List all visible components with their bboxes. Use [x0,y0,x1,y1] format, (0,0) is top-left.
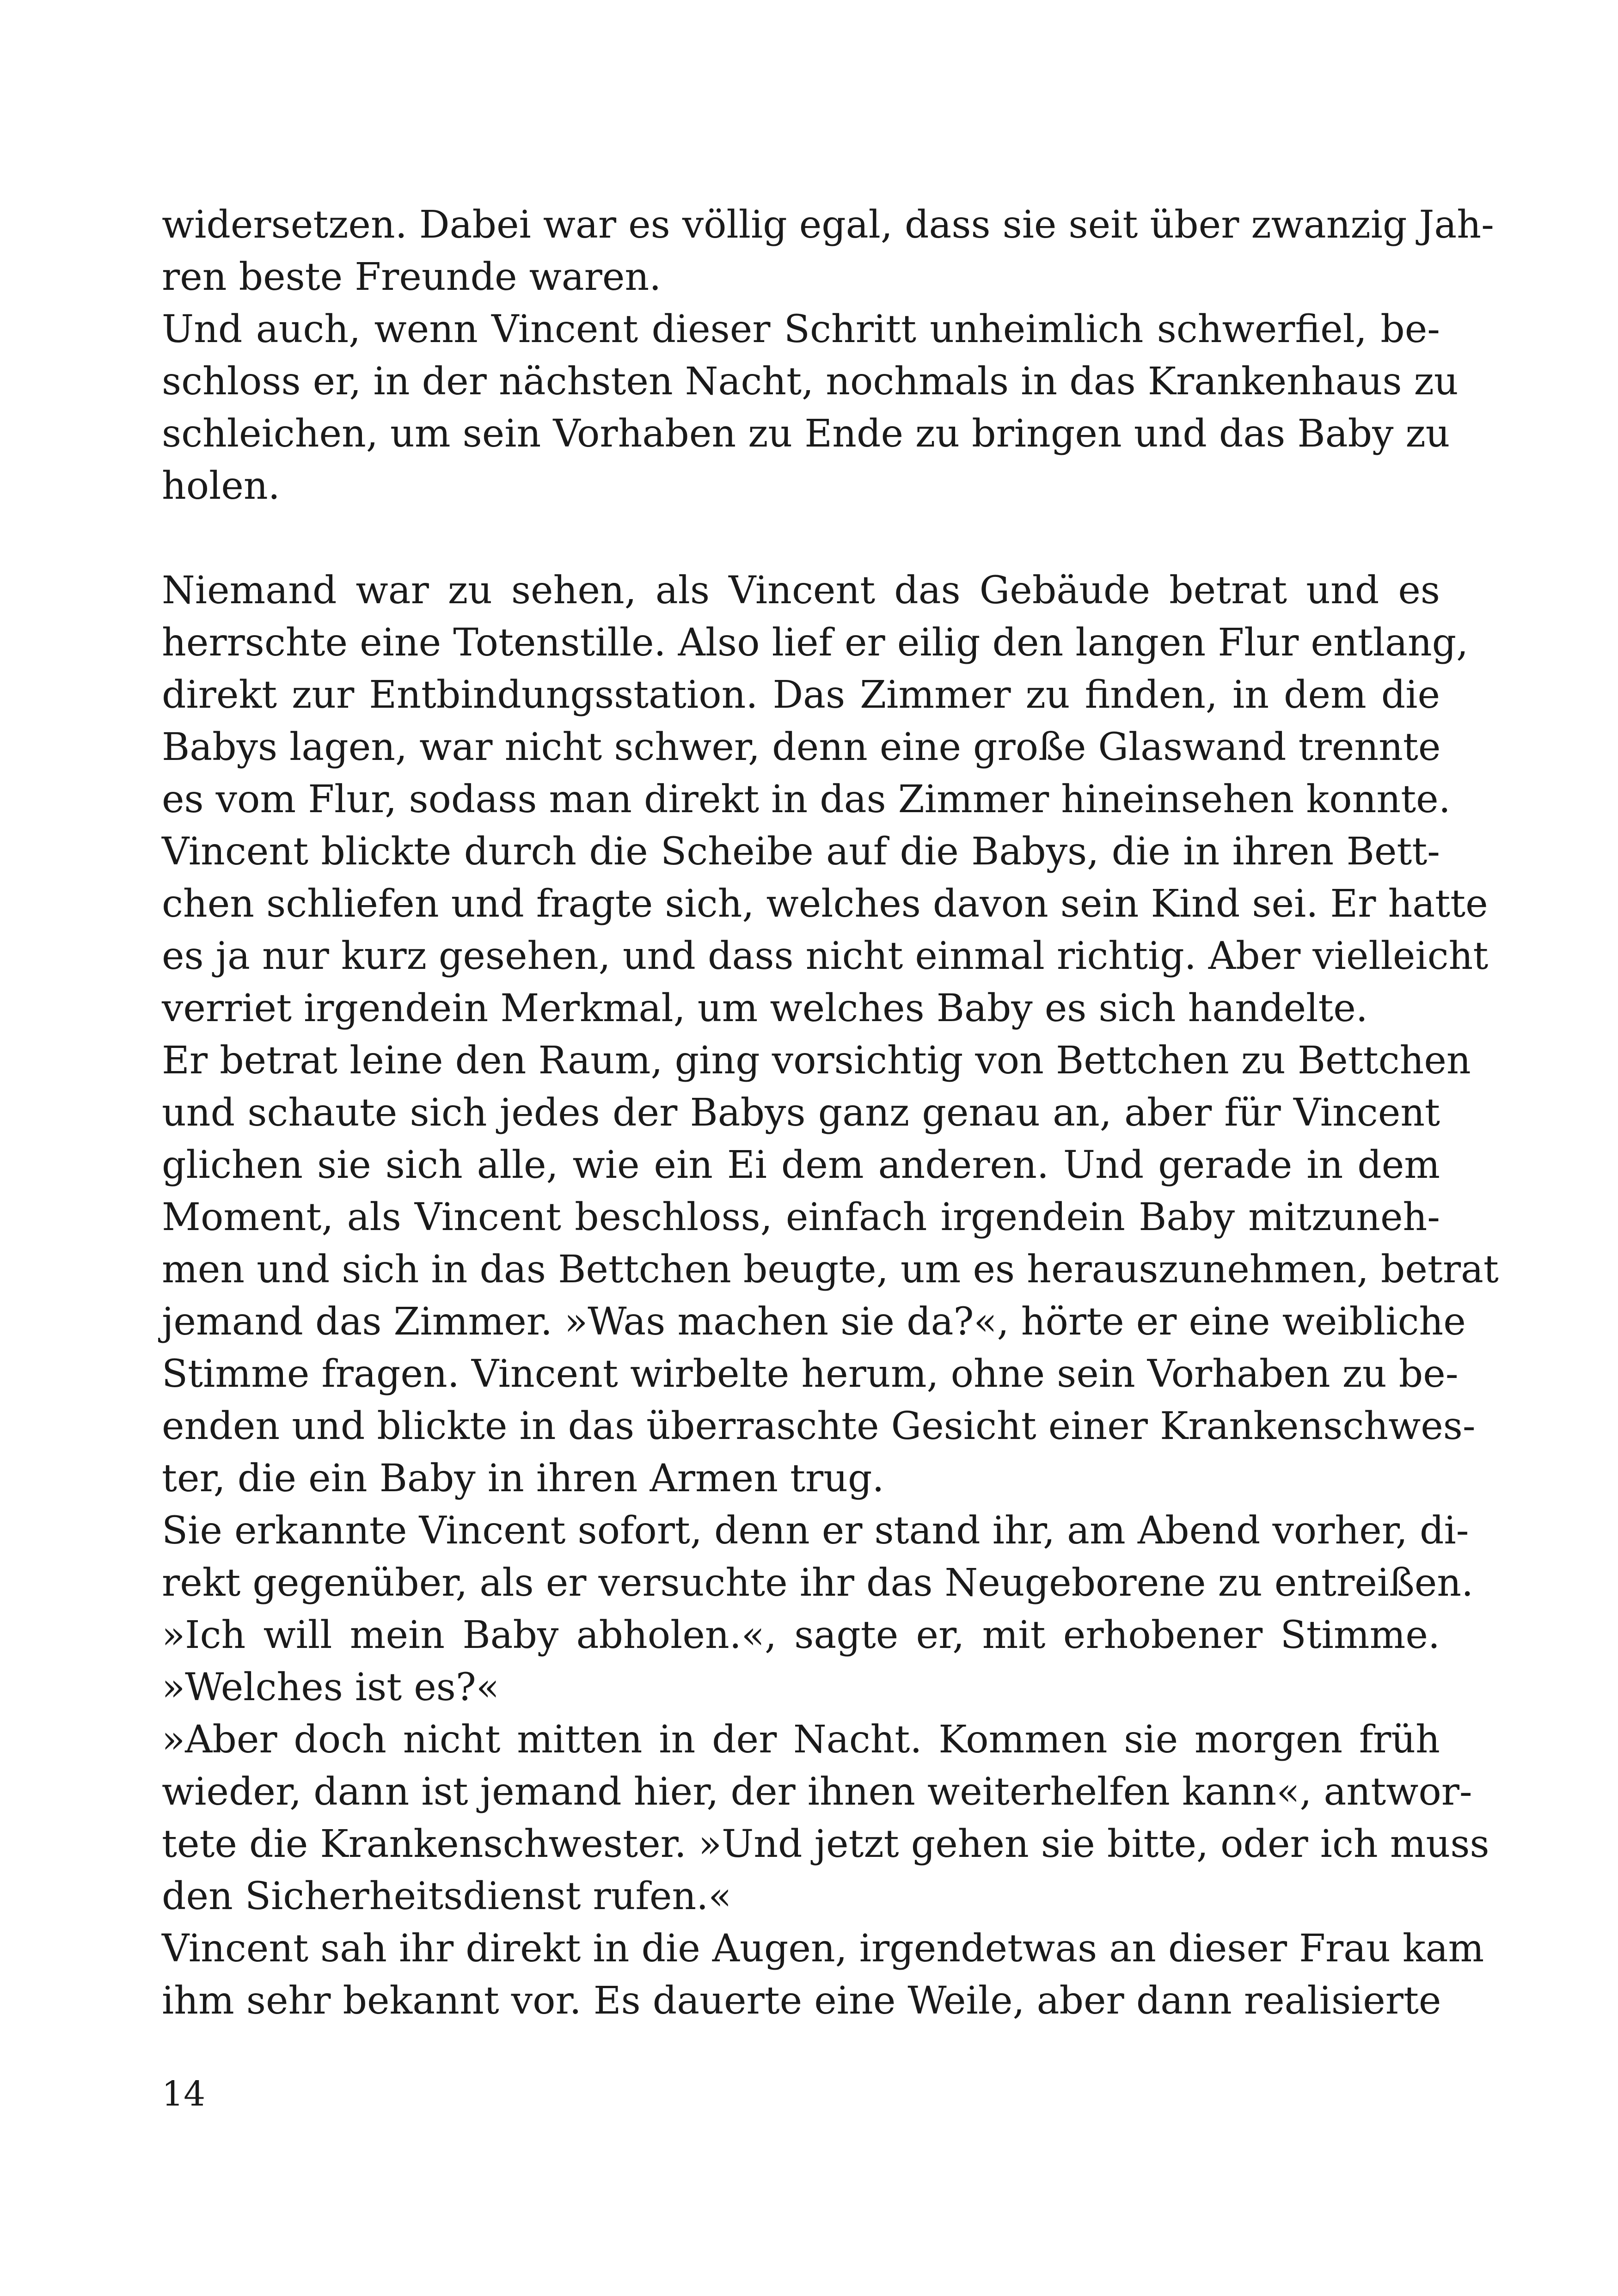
text-line: tete die Krankenschwester. »Und jetzt gehen sie bitte, oder ich muss [162,1822,1489,1866]
text-line: glichen sie sich alle, wie ein Ei dem anderen. Und gerade in dem [162,1143,1440,1187]
text-line: jemand das Zimmer. »Was machen sie da?«, hörte er eine weibliche [162,1300,1466,1344]
text-line: ihm sehr bekannt vor. Es dauerte eine Weile, aber dann realisierte [162,1979,1441,2023]
text-line: herrschte eine Totenstille. Also lief er eilig den langen Flur entlang, [162,621,1469,665]
text-line: ren beste Freunde waren. [162,255,662,299]
text-line: Und auch, wenn Vincent dieser Schritt unheimlich schwerfiel, be- [162,307,1440,351]
text-line: ter, die ein Baby in ihren Armen trug. [162,1457,884,1500]
text-line: Babys lagen, war nicht schwer, denn eine große Glaswand trennte [162,725,1441,769]
text-line: rekt gegenüber, als er versuchte ihr das Neugeborene zu entreißen. [162,1561,1474,1605]
text-line: Moment, als Vincent beschloss, einfach irgendein Baby mitzuneh- [162,1195,1440,1239]
text-line: verriet irgendein Merkmal, um welches Baby es sich handelte. [162,986,1368,1030]
body-text [162,199,1499,2027]
text-line: schleichen, um sein Vorhaben zu Ende zu bringen und das Baby zu [162,412,1450,456]
text-line: chen schliefen und fragte sich, welches davon sein Kind sei. Er hatte [162,882,1488,926]
text-line: es vom Flur, sodass man direkt in das Zimmer hineinsehen konnte. [162,778,1451,821]
text-line: Stimme fragen. Vincent wirbelte herum, ohne sein Vorhaben zu be- [162,1352,1459,1396]
text-line: holen. [162,464,280,508]
paragraph-gap [162,512,1440,564]
text-line: Niemand war zu sehen, als Vincent das Gebäude betrat und es [162,569,1440,612]
text-line: »Welches ist es?« [162,1665,499,1709]
text-line: es ja nur kurz gesehen, und dass nicht einmal richtig. Aber vielleicht [162,934,1489,978]
text-line: schloss er, in der nächsten Nacht, nochmals in das Krankenhaus zu [162,360,1459,404]
text-line: Vincent blickte durch die Scheibe auf die Babys, die in ihren Bett- [162,830,1440,874]
text-line: und schaute sich jedes der Babys ganz genau an, aber für Vincent [162,1091,1440,1135]
text-line: den Sicherheitsdienst rufen.« [162,1874,732,1918]
text-line: Er betrat leine den Raum, ging vorsichtig von Bettchen zu Bettchen [162,1039,1471,1083]
text-line: »Aber doch nicht mitten in der Nacht. Kommen sie morgen früh [162,1718,1440,1762]
text-line: »Ich will mein Baby abholen.«, sagte er, mit erhobener Stimme. [162,1613,1440,1657]
text-line: Vincent sah ihr direkt in die Augen, irgendetwas an dieser Frau kam [162,1927,1484,1971]
text-line: wieder, dann ist jemand hier, der ihnen weiterhelfen kann«, antwor- [162,1770,1472,1814]
text-line: enden und blickte in das überraschte Gesicht einer Krankenschwes- [162,1404,1476,1448]
text-line: direkt zur Entbindungsstation. Das Zimmer zu finden, in dem die [162,673,1440,717]
text-line: widersetzen. Dabei war es völlig egal, dass sie seit über zwanzig Jah- [162,203,1494,247]
text-line: men und sich in das Bettchen beugte, um es herauszunehmen, betrat [162,1248,1499,1292]
text-line: Sie erkannte Vincent sofort, denn er stand ihr, am Abend vorher, di- [162,1509,1469,1553]
page-number: 14 [162,2074,206,2114]
